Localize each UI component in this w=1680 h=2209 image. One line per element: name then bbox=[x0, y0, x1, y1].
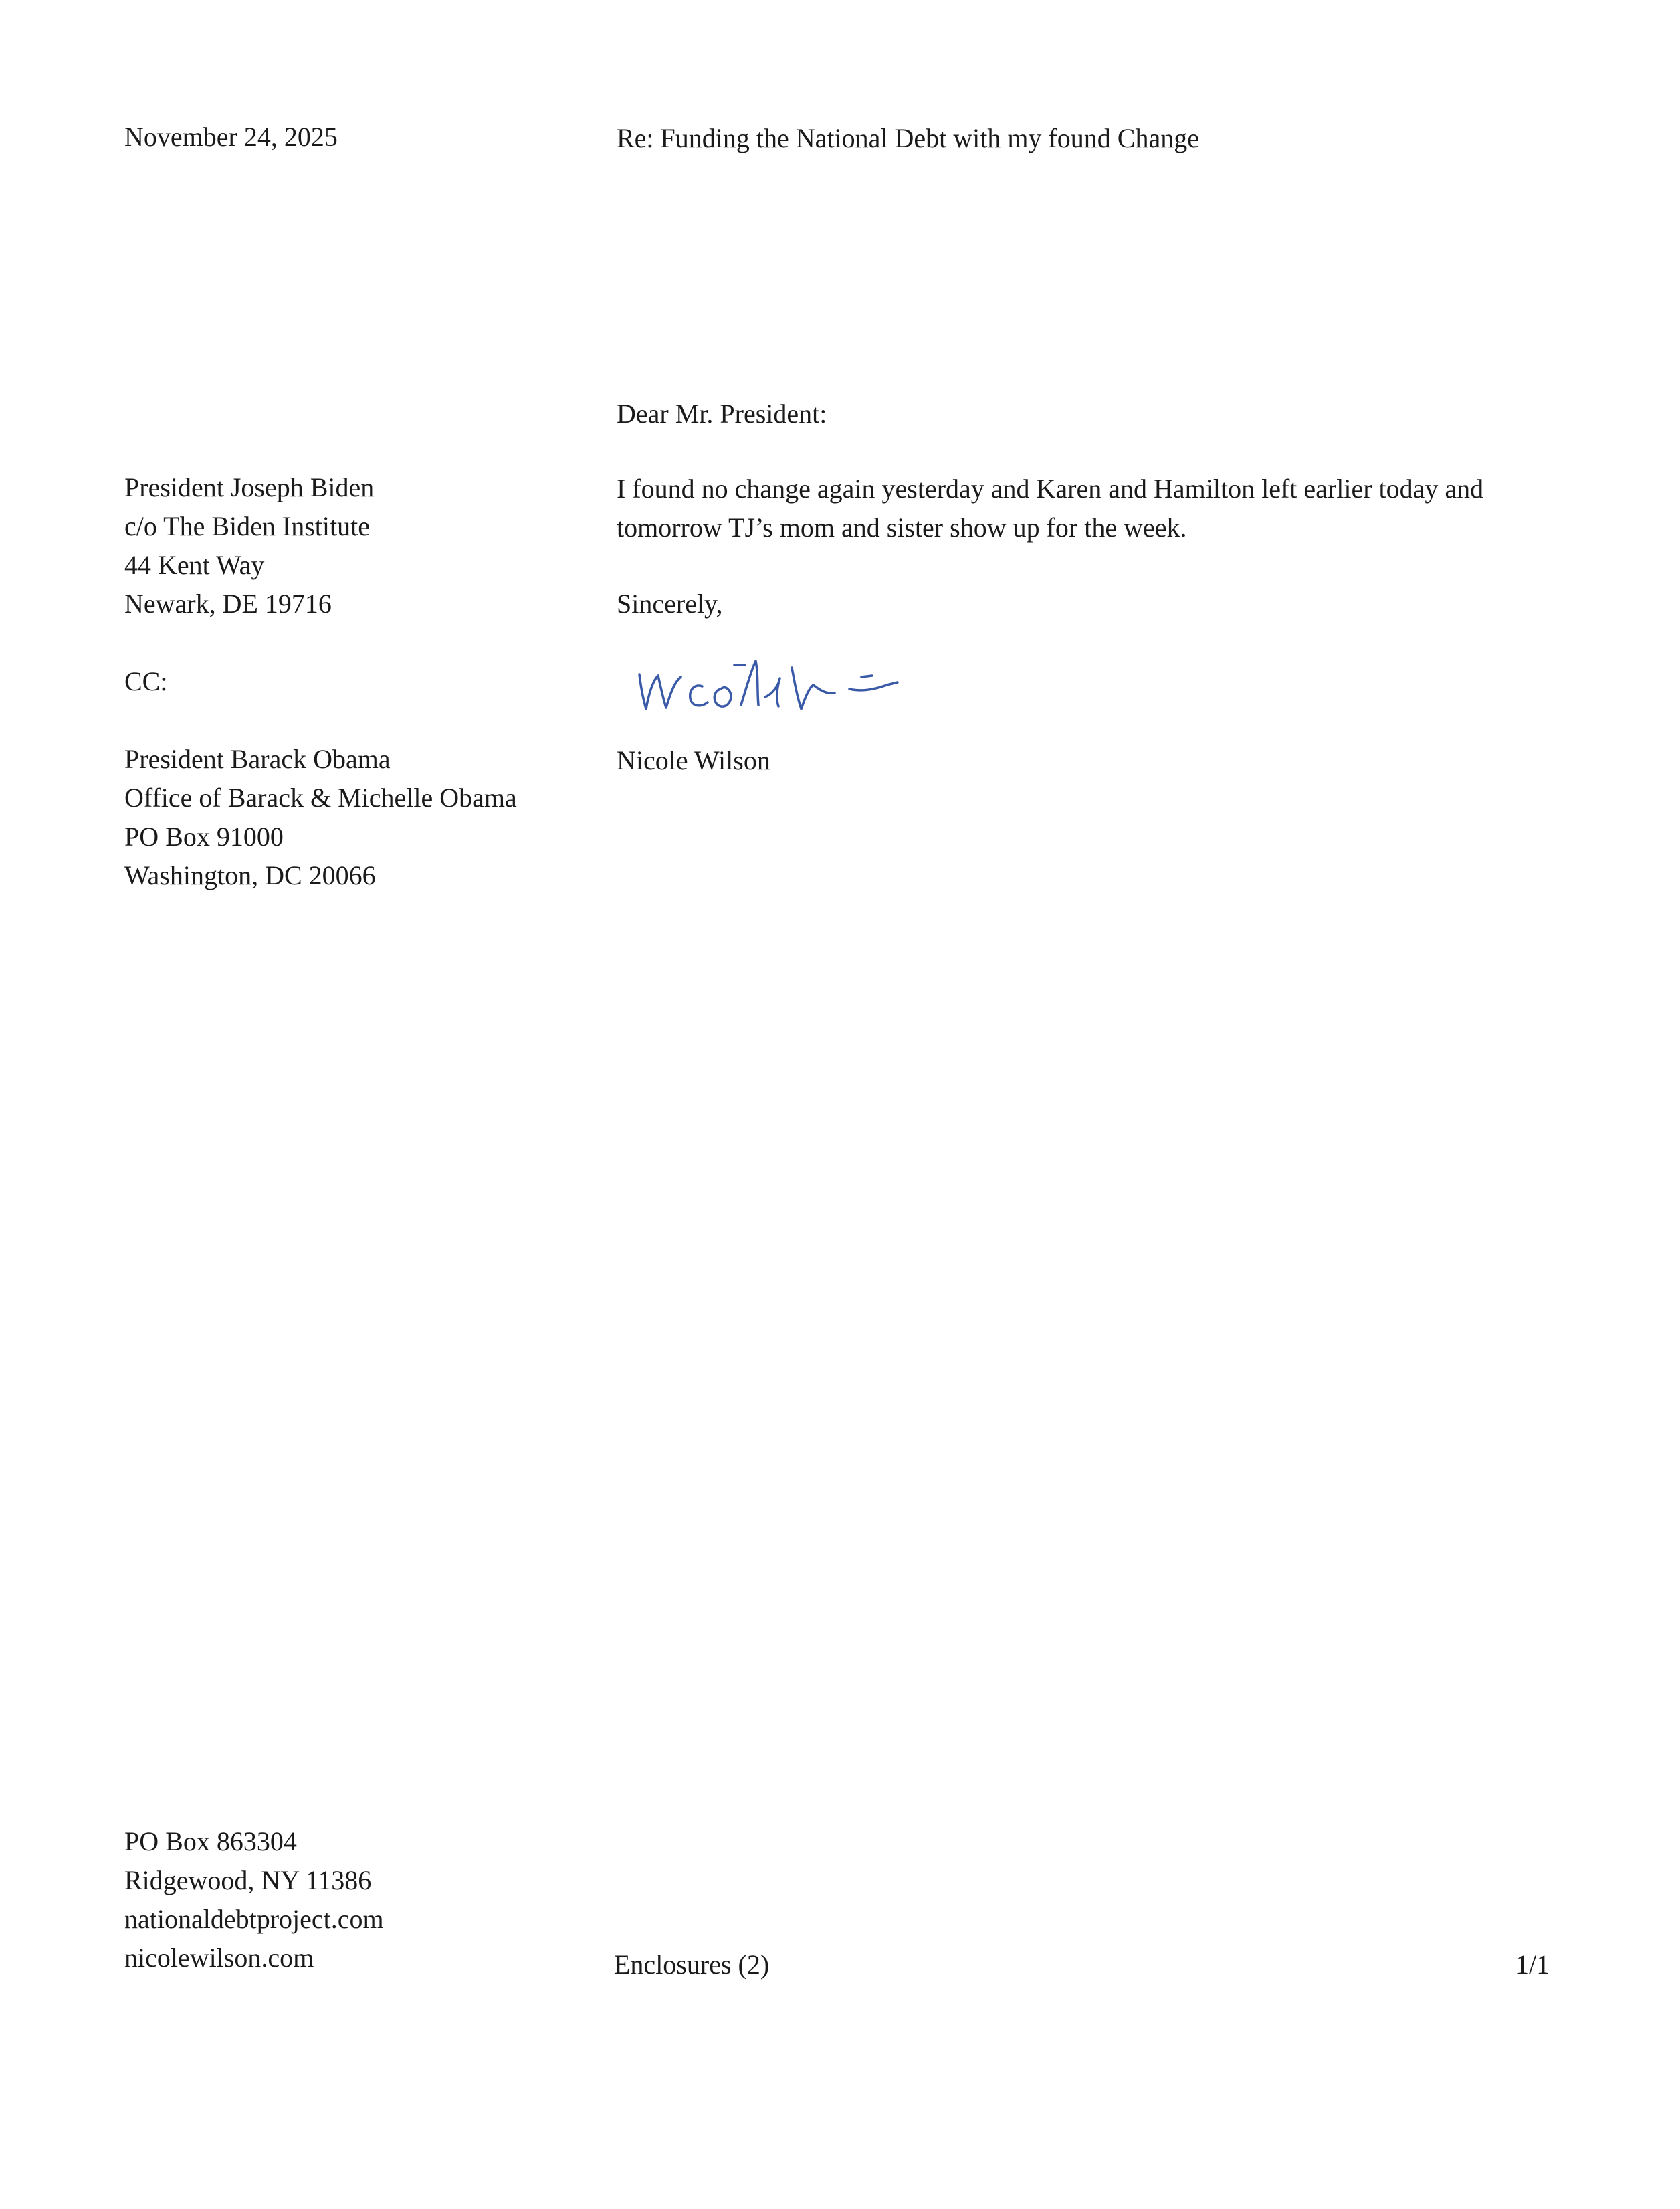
cc-office: Office of Barack & Michelle Obama bbox=[124, 783, 517, 813]
sender-po-box: PO Box 863304 bbox=[124, 1826, 297, 1856]
sender-website-1: nationaldebtproject.com bbox=[124, 1904, 384, 1934]
signer-name: Nicole Wilson bbox=[617, 745, 770, 775]
cc-city: Washington, DC 20066 bbox=[124, 860, 376, 890]
recipient-street: 44 Kent Way bbox=[124, 550, 265, 580]
subject-line: Re: Funding the National Debt with my found Change bbox=[617, 123, 1199, 153]
body-line: I found no change again yesterday and Karen and Hamilton left earlier today and bbox=[617, 474, 1484, 504]
recipient-city: Newark, DE 19716 bbox=[124, 589, 332, 619]
cc-address bbox=[124, 740, 517, 895]
sender-address bbox=[124, 1822, 384, 1978]
recipient-line2: c/o The Biden Institute bbox=[124, 511, 370, 541]
closing: Sincerely, bbox=[617, 589, 723, 619]
handwritten-signature bbox=[634, 648, 915, 721]
letter-date: November 24, 2025 bbox=[124, 122, 338, 152]
body-line: tomorrow TJ’s mom and sister show up for the week. bbox=[617, 512, 1187, 543]
cc-name: President Barack Obama bbox=[124, 744, 391, 774]
recipient-address bbox=[124, 468, 374, 623]
salutation: Dear Mr. President: bbox=[617, 399, 827, 429]
cc-street: PO Box 91000 bbox=[124, 822, 284, 852]
sender-city: Ridgewood, NY 11386 bbox=[124, 1865, 372, 1895]
cc-label: CC: bbox=[124, 666, 168, 696]
sender-website-2: nicolewilson.com bbox=[124, 1943, 314, 1973]
enclosures-note: Enclosures (2) bbox=[614, 1949, 770, 1980]
letter-body bbox=[617, 470, 1483, 547]
page-number: 1/1 bbox=[1515, 1949, 1550, 1980]
recipient-name: President Joseph Biden bbox=[124, 472, 375, 502]
